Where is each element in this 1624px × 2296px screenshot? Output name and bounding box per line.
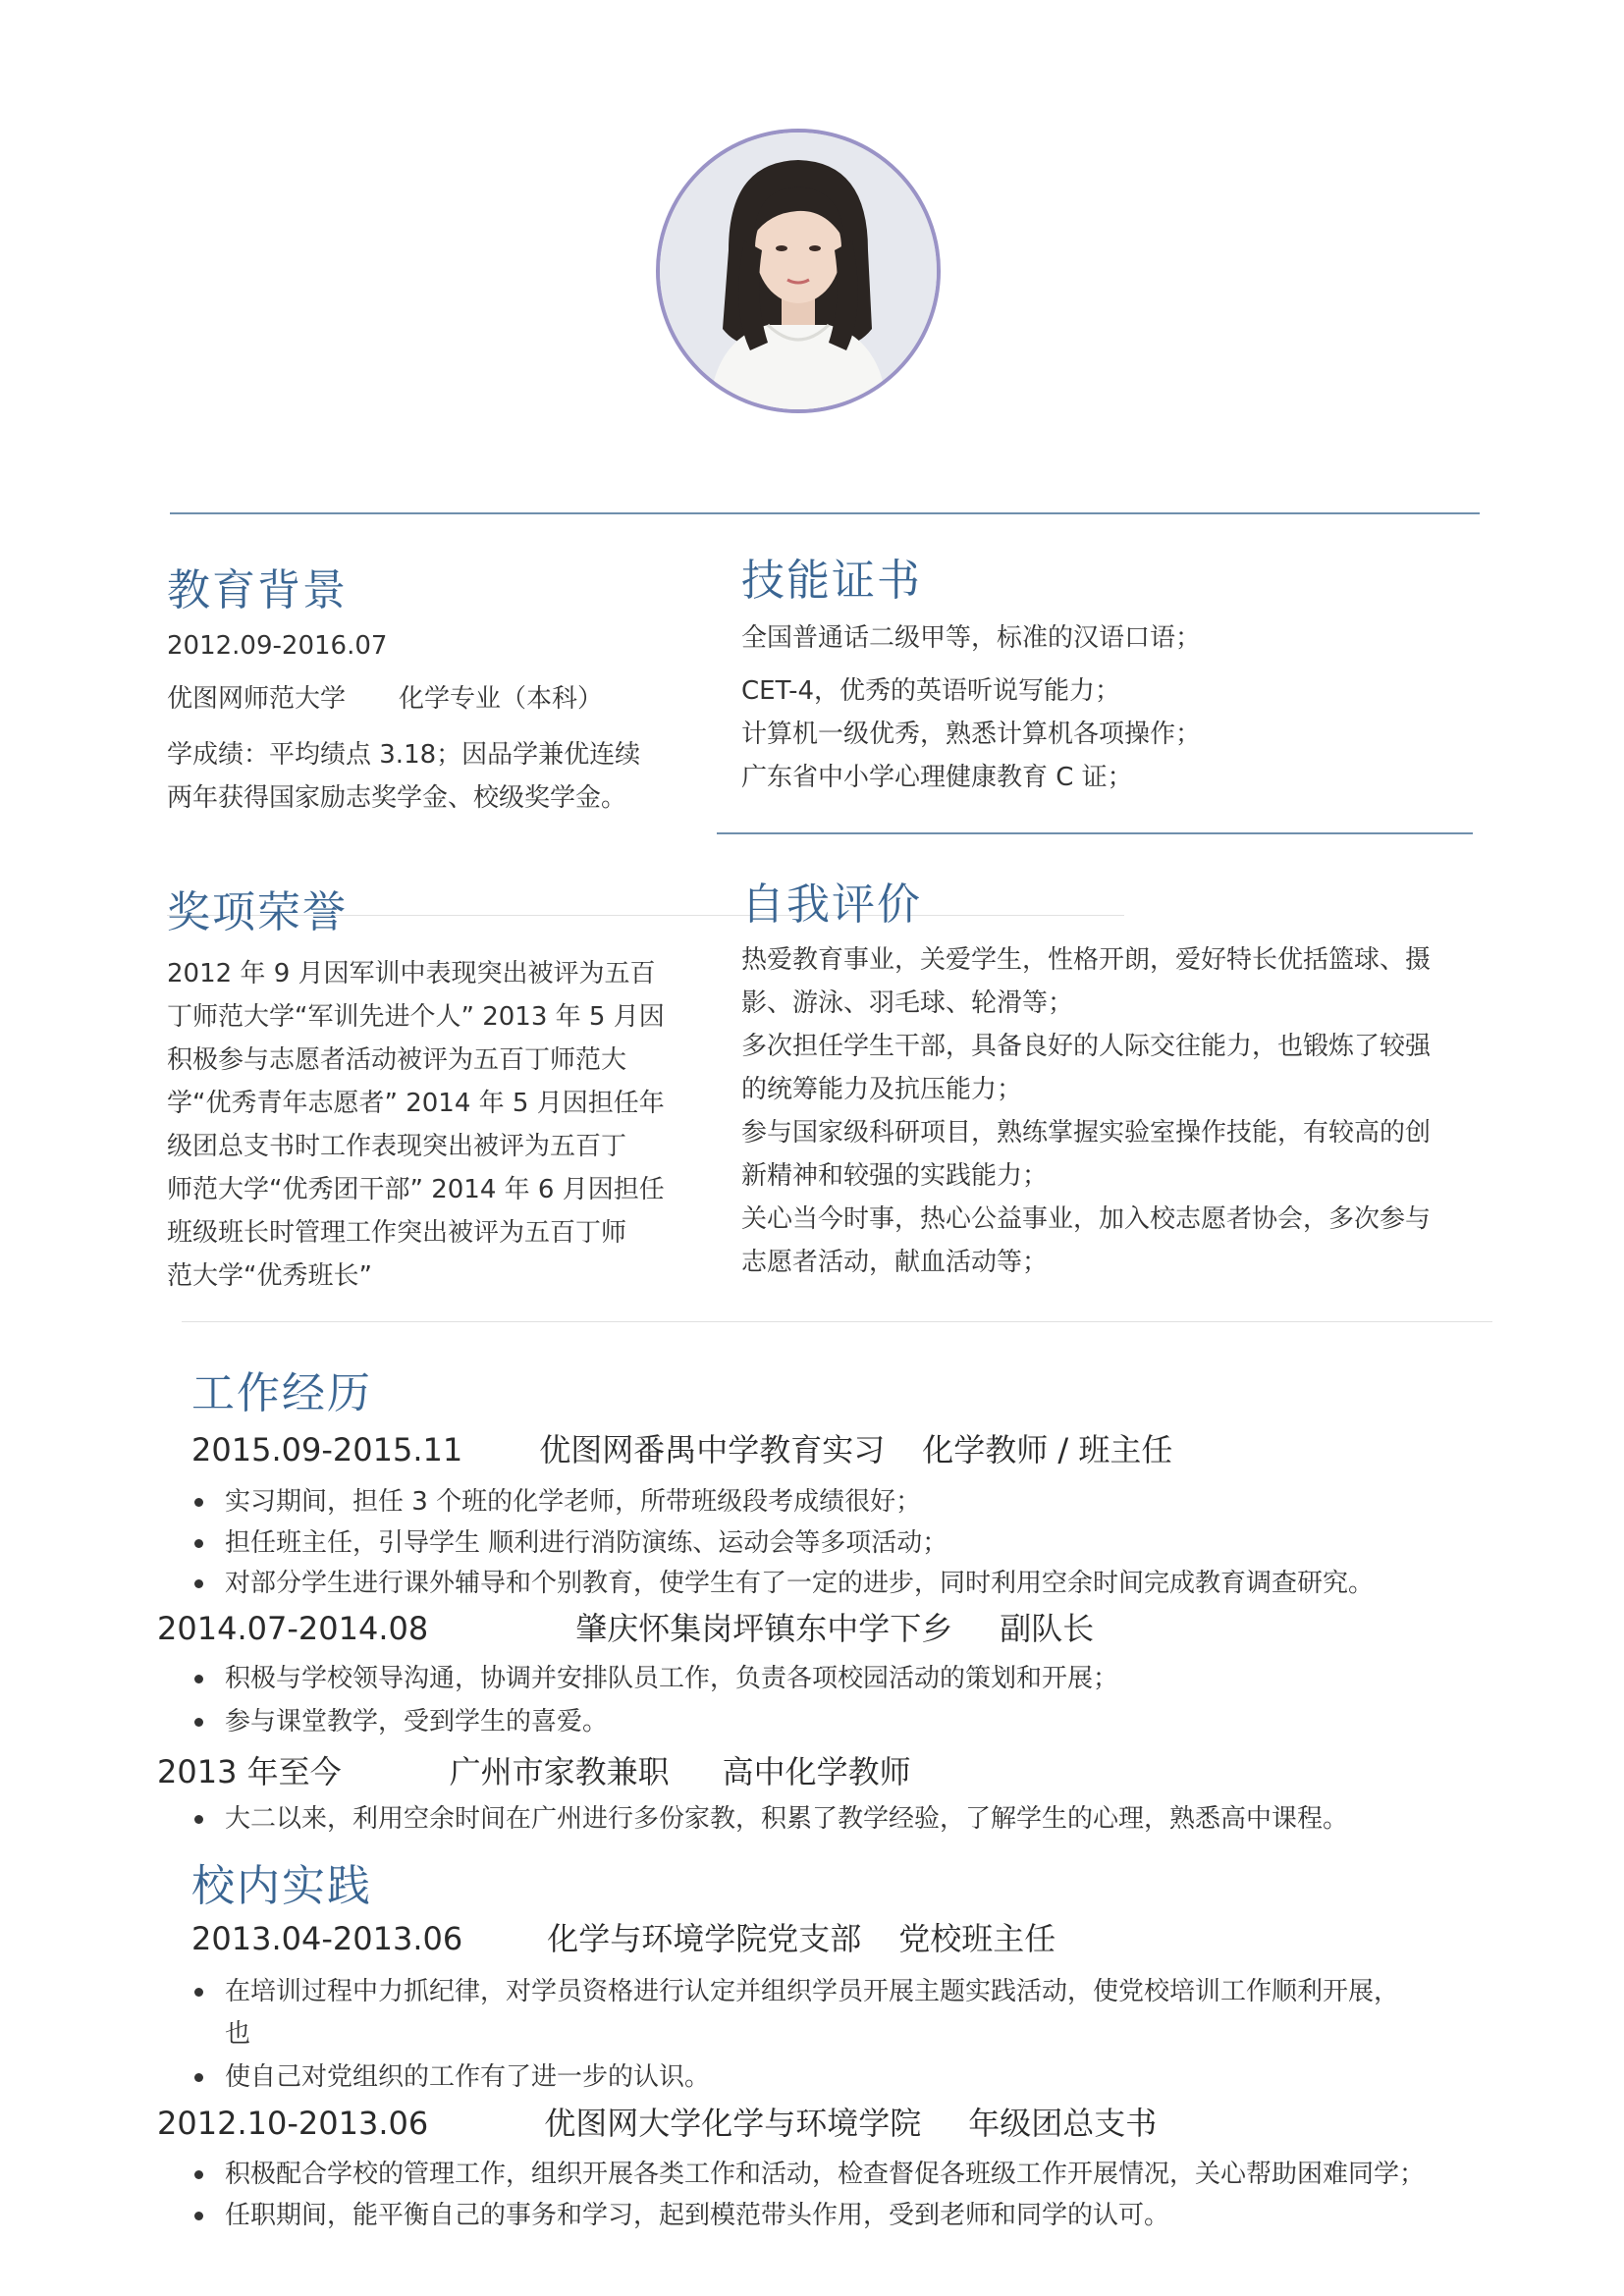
job-bullet: 担任班主任，引导学生 顺利进行消防演练、运动会等多项活动；	[194, 1522, 947, 1559]
job-bullet: 大二以来，利用空余时间在广州进行多份家教，积累了教学经验，了解学生的心理，熟悉高中课程。	[194, 1798, 1348, 1835]
campus-org: 化学与环境学院党支部	[547, 1920, 862, 1957]
self-eval-line: 关心当今时事，热心公益事业，加入校志愿者协会，多次参与	[741, 1204, 1432, 1234]
education-major: 化学专业（本科）	[399, 684, 604, 714]
bullet-dot-icon	[194, 2073, 203, 2082]
self-eval-line: 新精神和较强的实践能力；	[741, 1161, 1049, 1191]
section-title-skills: 技能证书	[741, 556, 922, 606]
job-header	[157, 1604, 1094, 1649]
skill-item: 广东省中小学心理健康教育 C 证；	[741, 763, 1133, 792]
campus-role: 年级团总支书	[968, 2105, 1158, 2142]
job-org: 肇庆怀集岗坪镇东中学下乡	[575, 1610, 953, 1647]
job-period: 2013 年至今	[157, 1753, 342, 1790]
job-header	[157, 1747, 911, 1792]
campus-bullet-wrap: 也	[225, 2019, 251, 2049]
top-divider	[170, 512, 1480, 514]
job-org: 优图网番禺中学教育实习	[539, 1431, 886, 1468]
skills-divider	[717, 832, 1473, 834]
job-bullet: 实习期间，担任 3 个班的化学老师，所带班级段考成绩很好；	[194, 1481, 921, 1518]
bullet-dot-icon	[194, 1498, 203, 1507]
avatar-portrait	[660, 133, 937, 409]
section-title-education: 教育背景	[167, 565, 348, 615]
job-header	[191, 1425, 1172, 1470]
awards-line: 积极参与志愿者活动被评为五百丁师范大	[167, 1045, 627, 1075]
awards-line: 级团总支书时工作表现突出被评为五百丁	[167, 1132, 627, 1161]
skill-item: 全国普通话二级甲等，标准的汉语口语；	[741, 623, 1202, 653]
self-eval-line: 参与国家级科研项目，熟练掌握实验室操作技能，有较高的创	[741, 1118, 1432, 1148]
bullet-dot-icon	[194, 2170, 203, 2179]
campus-header	[157, 2099, 1157, 2144]
self-eval-line: 影、游泳、羽毛球、轮滑等；	[741, 988, 1074, 1018]
campus-role: 党校班主任	[898, 1920, 1056, 1957]
bullet-dot-icon	[194, 1539, 203, 1548]
campus-org: 优图网大学化学与环境学院	[544, 2105, 922, 2142]
job-role: 化学教师 / 班主任	[922, 1431, 1173, 1468]
work-divider	[182, 1321, 1492, 1322]
job-bullet: 对部分学生进行课外辅导和个别教育，使学生有了一定的进步，同时利用空余时间完成教育调查研究。	[194, 1563, 1374, 1599]
awards-line: 班级班长时管理工作突出被评为五百丁师	[167, 1218, 627, 1248]
bullet-dot-icon	[194, 1579, 203, 1588]
section-title-work: 工作经历	[191, 1368, 372, 1418]
section-title-campus: 校内实践	[191, 1861, 372, 1911]
bullet-dot-icon	[194, 1815, 203, 1824]
self-eval-line: 多次担任学生干部，具备良好的人际交往能力，也锻炼了较强	[741, 1032, 1432, 1061]
education-gpa-line1: 学成绩：平均绩点 3.18；因品学兼优连续	[167, 740, 641, 770]
awards-line: 学“优秀青年志愿者” 2014 年 5 月因担任年	[167, 1089, 665, 1118]
awards-text	[167, 952, 665, 1298]
awards-line: 2012 年 9 月因军训中表现突出被评为五百	[167, 959, 656, 988]
campus-bullet: 在培训过程中力抓纪律，对学员资格进行认定并组织学员开展主题实践活动，使党校培训工作顺利开展，	[194, 1971, 1399, 2007]
section-title-awards: 奖项荣誉	[167, 887, 348, 937]
self-eval-text	[741, 938, 1431, 1284]
job-period: 2015.09-2015.11	[191, 1431, 463, 1468]
campus-period: 2013.04-2013.06	[191, 1920, 463, 1957]
bullet-dot-icon	[194, 2212, 203, 2220]
campus-bullet: 使自己对党组织的工作有了进一步的认识。	[194, 2056, 710, 2093]
job-period: 2014.07-2014.08	[157, 1610, 429, 1647]
education-school-major	[167, 677, 603, 721]
self-eval-line: 志愿者活动，献血活动等；	[741, 1248, 1049, 1277]
skill-item: CET-4，优秀的英语听说写能力；	[741, 676, 1121, 706]
campus-bullet: 积极配合学校的管理工作，组织开展各类工作和活动，检查督促各班级工作开展情况，关心帮助困难同学；	[194, 2154, 1425, 2190]
self-eval-line: 的统筹能力及抗压能力；	[741, 1075, 1023, 1104]
job-role: 高中化学教师	[722, 1753, 911, 1790]
awards-line: 丁师范大学“军训先进个人” 2013 年 5 月因	[167, 1002, 665, 1032]
education-gpa-line2: 两年获得国家励志奖学金、校级奖学金。	[167, 783, 627, 813]
awards-line: 师范大学“优秀团干部” 2014 年 6 月因担任	[167, 1175, 665, 1204]
job-bullet: 积极与学校领导沟通，协调并安排队员工作，负责各项校园活动的策划和开展；	[194, 1658, 1118, 1694]
campus-header	[191, 1914, 1056, 1959]
education-school: 优图网师范大学	[167, 684, 347, 714]
skill-item: 计算机一级优秀，熟悉计算机各项操作；	[741, 720, 1202, 749]
bullet-dot-icon	[194, 1675, 203, 1683]
campus-bullet: 任职期间，能平衡自己的事务和学习，起到模范带头作用，受到老师和同学的认可。	[194, 2195, 1169, 2231]
job-org: 广州市家教兼职	[449, 1753, 670, 1790]
campus-period: 2012.10-2013.06	[157, 2105, 429, 2142]
section-title-self-eval: 自我评价	[741, 880, 922, 930]
avatar	[656, 129, 941, 413]
bullet-dot-icon	[194, 1718, 203, 1727]
education-period: 2012.09-2016.07	[167, 631, 388, 661]
awards-line: 范大学“优秀班长”	[167, 1261, 372, 1291]
self-eval-line: 热爱教育事业，关爱学生，性格开朗，爱好特长优括篮球、摄	[741, 945, 1432, 975]
job-bullet: 参与课堂教学，受到学生的喜爱。	[194, 1701, 608, 1737]
bullet-dot-icon	[194, 1988, 203, 1997]
job-role: 副队长	[1000, 1610, 1095, 1647]
